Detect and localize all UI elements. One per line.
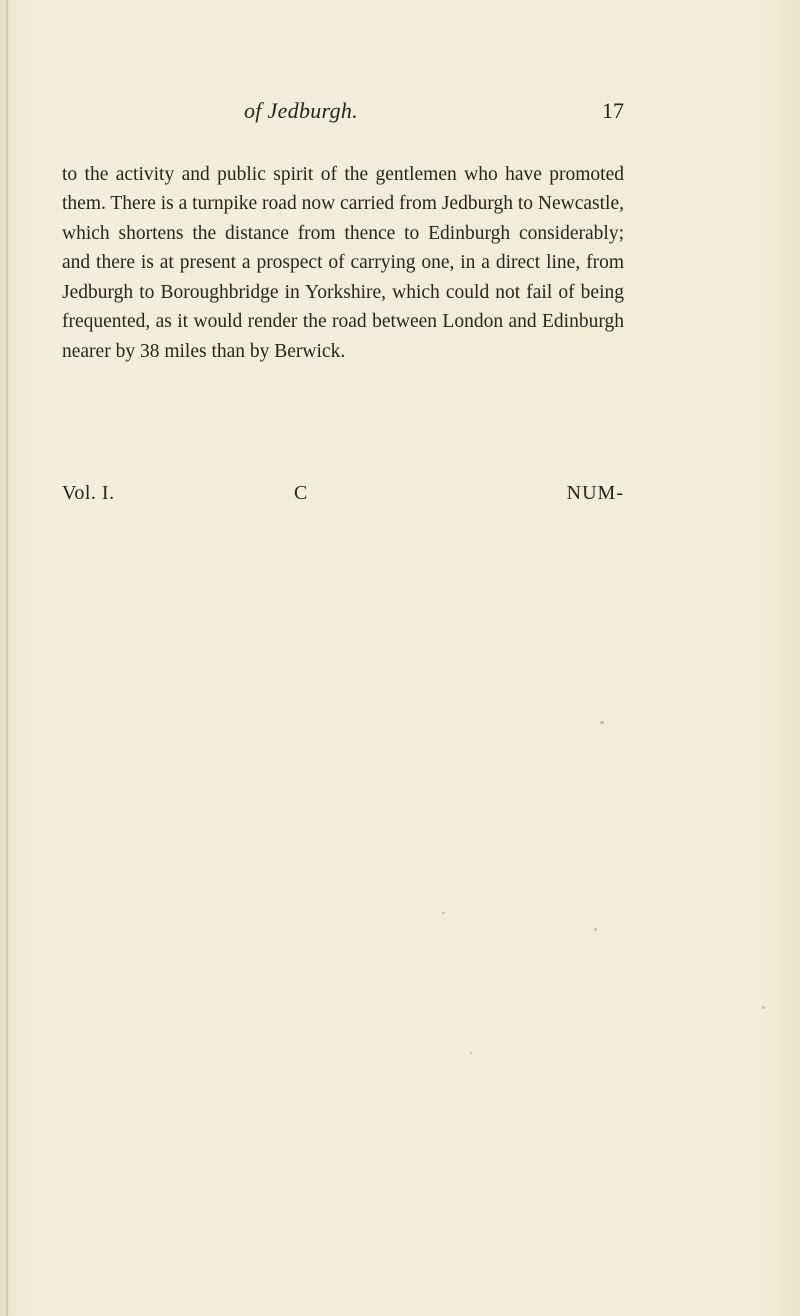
paper-speck: [470, 1052, 472, 1054]
page-number: 17: [602, 98, 624, 123]
body-paragraph: to the activity and public spirit of the gentlemen who have promoted them. There is a turnpike road now carried from Jedburgh to Newcastle, which shortens the distance from thence to Edinburgh considerably; and there is at present a prospect of carrying one, in a direct line, from Jedburgh to Boroughbridge in Yorkshire, which could not fail of being frequented, as it would render the road between London and Edinburgh nearer by 38 miles than by Berwick.: [62, 163, 624, 363]
running-title: of Jedburgh.: [244, 98, 358, 123]
catchword: NUM-: [566, 482, 624, 504]
paper-speck: [762, 1006, 765, 1009]
paper-speck: [600, 721, 604, 724]
paper-speck: [442, 912, 445, 914]
signature-mark: C: [294, 482, 308, 504]
binding-gutter: [6, 0, 8, 1316]
signature-line: [62, 482, 624, 510]
volume-mark: Vol. I.: [62, 482, 115, 504]
running-head: [62, 98, 624, 132]
paper-speck: [594, 928, 597, 931]
